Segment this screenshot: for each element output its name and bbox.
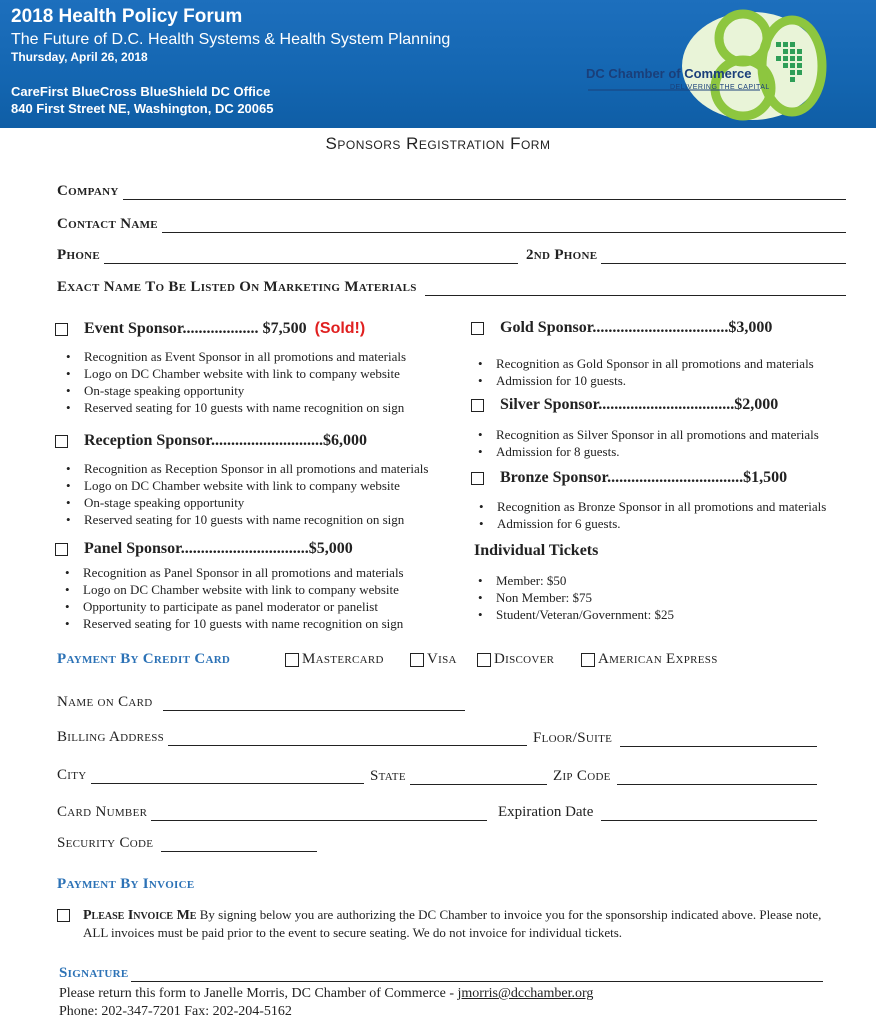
invoice-terms: By signing below you are authorizing the DC Chamber to invoice you for the sponsorship indicated above. Please note, ALL invoices must be paid prior to the event to secure seating. We do not invoice for individual tickets. [83, 907, 822, 940]
event-sponsor-benefits [62, 348, 406, 416]
zip-code-input-line[interactable] [617, 771, 817, 785]
event-date: Thursday, April 26, 2018 [11, 50, 148, 64]
phone-field[interactable] [57, 244, 518, 264]
gold-sponsor-name: Gold Sponsor.................................. [500, 319, 729, 336]
reception-sponsor-price: $6,000 [322, 432, 367, 449]
floor-suite-field[interactable] [533, 727, 817, 747]
bronze-sponsor-benefits [475, 498, 826, 532]
silver-sponsor-name: Silver Sponsor.................................. [500, 396, 735, 413]
reception-sponsor-option[interactable] [55, 432, 367, 450]
signature-input-line[interactable] [131, 968, 823, 982]
city-input-line[interactable] [91, 770, 364, 784]
company-field[interactable] [57, 180, 846, 200]
gold-sponsor-option[interactable] [471, 319, 772, 337]
list-item: • Logo on DC Chamber website with link to company website [62, 477, 428, 494]
visa-option[interactable] [410, 651, 457, 668]
event-sponsor-name: Event Sponsor................... [84, 320, 259, 337]
bronze-sponsor-price: $1,500 [743, 469, 788, 486]
list-item: • Logo on DC Chamber website with link to company website [62, 365, 406, 382]
billing-address-field[interactable] [57, 726, 527, 746]
discover-option[interactable] [477, 651, 554, 668]
event-address: 840 First Street NE, Washington, DC 20065 [11, 101, 274, 116]
invoice-option[interactable] [57, 906, 837, 941]
name-on-card-field[interactable] [57, 691, 465, 711]
reception-sponsor-checkbox[interactable] [55, 435, 68, 448]
return-instructions [59, 986, 593, 1002]
event-venue: CareFirst BlueCross BlueShield DC Office [11, 84, 271, 99]
return-text: Please return this form to Janelle Morris, DC Chamber of Commerce - [59, 986, 458, 1001]
list-item: • On-stage speaking opportunity [62, 494, 428, 511]
name-on-card-label: Name on Card [57, 694, 153, 710]
list-item: • Student/Veteran/Government: $25 [474, 606, 674, 623]
individual-tickets-title: Individual Tickets [474, 542, 599, 559]
payment-invoice-title: Payment By Invoice [57, 876, 195, 892]
list-item: • Recognition as Silver Sponsor in all promotions and materials [474, 426, 819, 443]
name-on-card-input-line[interactable] [163, 697, 466, 711]
list-item: • Opportunity to participate as panel moderator or panelist [61, 598, 404, 615]
signature-label: Signature [59, 965, 129, 981]
individual-tickets-list [474, 572, 674, 623]
contact-phone-fax: Phone: 202-347-7201 Fax: 202-204-5162 [59, 1004, 292, 1019]
event-title: 2018 Health Policy Forum [11, 6, 243, 27]
exact-name-input-line[interactable] [425, 282, 846, 296]
silver-sponsor-benefits [474, 426, 819, 460]
contact-name-label: Contact Name [57, 216, 158, 232]
zip-code-field[interactable] [553, 765, 817, 785]
amex-checkbox[interactable] [581, 653, 595, 667]
list-item: • Logo on DC Chamber website with link to company website [61, 581, 404, 598]
panel-sponsor-benefits [61, 564, 404, 632]
signature-field[interactable] [59, 962, 823, 982]
invoice-text [83, 906, 837, 941]
list-item: • Reserved seating for 10 guests with name recognition on sign [61, 615, 404, 632]
visa-checkbox[interactable] [410, 653, 424, 667]
reception-sponsor-name: Reception Sponsor............................ [84, 432, 323, 449]
security-code-input-line[interactable] [161, 838, 317, 852]
card-number-label: Card Number [57, 804, 148, 820]
state-label: State [370, 768, 406, 784]
silver-sponsor-option[interactable] [471, 396, 778, 414]
logo-org-name: DC Chamber of Commerce [586, 66, 752, 81]
bronze-sponsor-checkbox[interactable] [471, 472, 484, 485]
billing-address-label: Billing Address [57, 729, 165, 745]
list-item: • On-stage speaking opportunity [62, 382, 406, 399]
contact-email-link[interactable]: jmorris@dcchamber.org [457, 986, 594, 1001]
mastercard-label: Mastercard [302, 651, 384, 667]
list-item: • Recognition as Bronze Sponsor in all promotions and materials [475, 498, 826, 515]
payment-card-title: Payment By Credit Card [57, 651, 231, 667]
event-sponsor-price: $7,500 [262, 320, 307, 337]
card-number-field[interactable] [57, 801, 487, 821]
dc-chamber-logo [570, 8, 835, 124]
company-label: Company [57, 183, 119, 199]
exact-name-label: Exact Name To Be Listed On Marketing Materials [57, 279, 417, 295]
amex-option[interactable] [581, 651, 718, 668]
event-sponsor-checkbox[interactable] [55, 323, 68, 336]
gold-sponsor-benefits [474, 355, 814, 389]
panel-sponsor-option[interactable] [55, 540, 353, 558]
expiration-date-label: Expiration Date [498, 804, 594, 820]
security-code-label: Security Code [57, 835, 154, 851]
phone2-input-line[interactable] [601, 250, 846, 264]
list-item: • Admission for 8 guests. [474, 443, 819, 460]
discover-label: Discover [494, 651, 555, 667]
zip-code-label: Zip Code [553, 768, 611, 784]
event-subtitle: The Future of D.C. Health Systems & Health System Planning [11, 31, 451, 48]
panel-sponsor-name: Panel Sponsor................................ [84, 540, 309, 557]
list-item: • Admission for 6 guests. [475, 515, 826, 532]
state-field[interactable] [370, 765, 547, 785]
logo-tagline: DELIVERING THE CAPITAL [670, 84, 770, 91]
city-label: City [57, 767, 87, 783]
sold-badge: (Sold!) [314, 320, 366, 337]
invoice-label: Please Invoice Me [83, 908, 197, 923]
list-item: • Recognition as Event Sponsor in all promotions and materials [62, 348, 406, 365]
list-item: • Member: $50 [474, 572, 674, 589]
amex-label: American Express [598, 651, 718, 667]
visa-label: Visa [427, 651, 457, 667]
silver-sponsor-checkbox[interactable] [471, 399, 484, 412]
expiration-date-input-line[interactable] [601, 807, 817, 821]
reception-sponsor-benefits [62, 460, 428, 528]
phone-label: Phone [57, 247, 101, 263]
list-item: • Reserved seating for 10 guests with name recognition on sign [62, 511, 428, 528]
company-input-line[interactable] [123, 186, 846, 200]
card-number-input-line[interactable] [151, 807, 487, 821]
floor-suite-label: Floor/Suite [533, 730, 613, 746]
state-input-line[interactable] [410, 771, 547, 785]
exact-name-field[interactable] [57, 276, 846, 296]
expiration-date-field[interactable] [498, 801, 817, 821]
list-item: • Recognition as Reception Sponsor in all promotions and materials [62, 460, 428, 477]
billing-address-input-line[interactable] [168, 732, 527, 746]
phone2-label: 2nd Phone [526, 247, 598, 263]
phone2-field[interactable] [526, 244, 846, 264]
city-field[interactable] [57, 764, 364, 784]
event-header [0, 0, 876, 128]
list-item: • Recognition as Gold Sponsor in all promotions and materials [474, 355, 814, 372]
form-title: Sponsors Registration Form [325, 134, 551, 153]
gold-sponsor-price: $3,000 [728, 319, 773, 336]
bronze-sponsor-option[interactable] [471, 469, 787, 487]
phone-input-line[interactable] [104, 250, 518, 264]
gold-sponsor-checkbox[interactable] [471, 322, 484, 335]
event-sponsor-option[interactable] [55, 320, 365, 338]
silver-sponsor-price: $2,000 [734, 396, 779, 413]
mastercard-checkbox[interactable] [285, 653, 299, 667]
bronze-sponsor-name: Bronze Sponsor.................................. [500, 469, 744, 486]
list-item: • Non Member: $75 [474, 589, 674, 606]
list-item: • Recognition as Panel Sponsor in all promotions and materials [61, 564, 404, 581]
discover-checkbox[interactable] [477, 653, 491, 667]
contact-name-field[interactable] [57, 213, 846, 233]
floor-suite-input-line[interactable] [620, 733, 817, 747]
contact-name-input-line[interactable] [162, 219, 846, 233]
panel-sponsor-price: $5,000 [308, 540, 353, 557]
list-item: • Reserved seating for 10 guests with name recognition on sign [62, 399, 406, 416]
mastercard-option[interactable] [285, 651, 384, 668]
list-item: • Admission for 10 guests. [474, 372, 814, 389]
security-code-field[interactable] [57, 832, 317, 852]
invoice-checkbox[interactable] [57, 909, 70, 922]
panel-sponsor-checkbox[interactable] [55, 543, 68, 556]
